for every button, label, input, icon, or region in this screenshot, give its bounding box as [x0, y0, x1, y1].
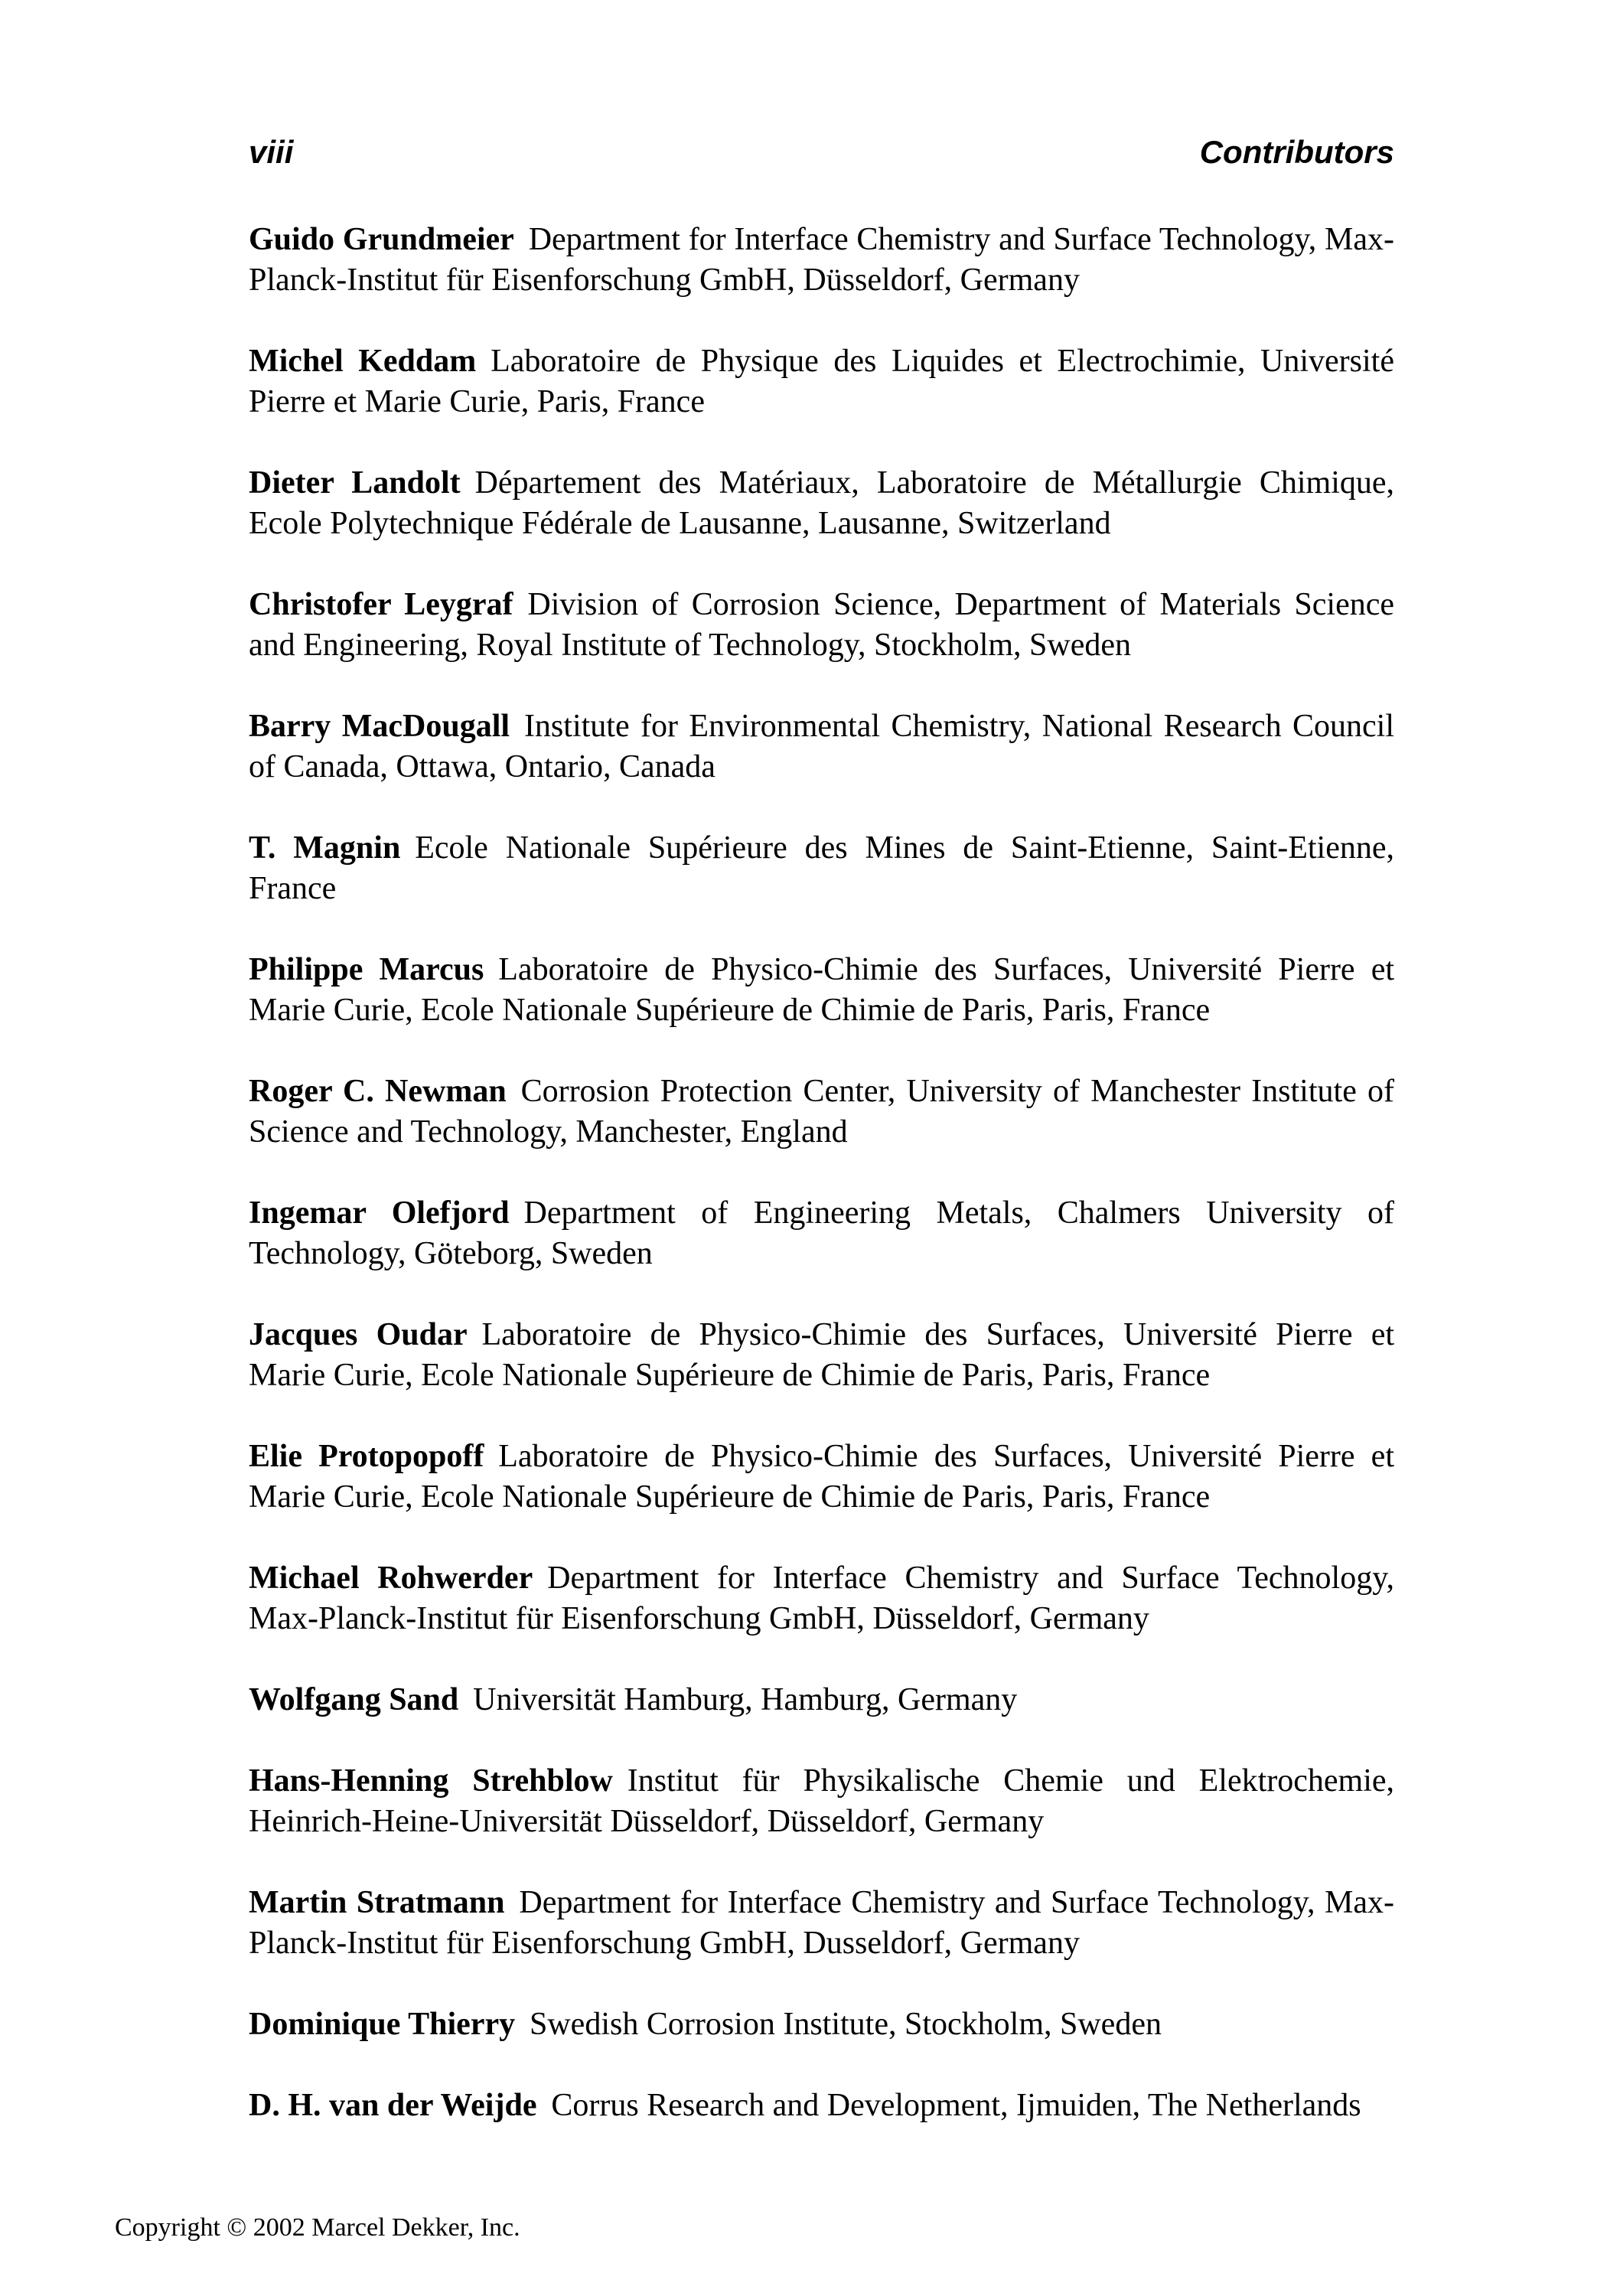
contributor-entry	[249, 1437, 1394, 1518]
contributor-affiliation: Department for Interface Chemistry and Surface Technology, Max-Planck-Institut für Eisenforschung GmbH, Dusseldorf, Germany	[249, 1885, 1394, 1961]
contributor-name: Jacques Oudar	[249, 1317, 468, 1352]
contributor-name: Michael Rohwerder	[249, 1561, 533, 1596]
contributor-name: Martin Stratmann	[249, 1885, 505, 1920]
contributor-entry	[249, 463, 1394, 544]
page-header	[249, 134, 1394, 180]
contributor-affiliation: Corrosion Protection Center, University of Manchester Institute of Science and Technology, Manchester, England	[249, 1074, 1394, 1150]
contributor-entry	[249, 220, 1394, 301]
contributor-entry	[249, 1315, 1394, 1396]
contributor-name: Dieter Landolt	[249, 465, 461, 501]
contributor-name: Roger C. Newman	[249, 1074, 507, 1109]
contributor-entry	[249, 1558, 1394, 1639]
contributor-name: Hans-Henning Strehblow	[249, 1763, 613, 1799]
contributor-entry	[249, 2086, 1394, 2126]
contributor-entry	[249, 828, 1394, 909]
contributor-affiliation: Ecole Nationale Supérieure des Mines de Saint-Etienne, Saint-Etienne, France	[249, 830, 1394, 906]
contributor-name: Barry MacDougall	[249, 709, 510, 744]
contributor-name: Philippe Marcus	[249, 952, 484, 987]
contributor-affiliation: Division of Corrosion Science, Department of Materials Science and Engineering, Royal Institute of Technology, Stockholm, Sweden	[249, 587, 1395, 663]
contributor-name: Wolfgang Sand	[249, 1682, 459, 1717]
contributor-entry	[249, 2004, 1394, 2045]
contributor-affiliation: Institut für Physikalische Chemie und Elektrochemie, Heinrich-Heine-Universität Düsseldorf, Düsseldorf, Germany	[249, 1763, 1394, 1839]
contributor-entry	[249, 950, 1394, 1031]
contributor-name: Christofer Leygraf	[249, 587, 513, 622]
contributor-affiliation: Swedish Corrosion Institute, Stockholm, Sweden	[529, 2007, 1162, 2042]
contributor-entry	[249, 1193, 1394, 1274]
contributor-entry	[249, 1071, 1394, 1153]
contributor-affiliation: Laboratoire de Physico-Chimie des Surfaces, Université Pierre et Marie Curie, Ecole Nationale Supérieure de Chimie de Paris, Paris, France	[249, 1317, 1395, 1393]
contributor-affiliation: Institute for Environmental Chemistry, National Research Council of Canada, Ottawa, Ontario, Canada	[249, 709, 1395, 784]
copyright-notice: Copyright © 2002 Marcel Dekker, Inc.	[115, 2213, 520, 2242]
contributor-name: Dominique Thierry	[249, 2007, 516, 2042]
contributor-entry	[249, 341, 1394, 422]
contributor-name: Michel Keddam	[249, 344, 477, 379]
contributor-affiliation: Universität Hamburg, Hamburg, Germany	[473, 1682, 1018, 1717]
contributor-affiliation: Laboratoire de Physico-Chimie des Surfaces, Université Pierre et Marie Curie, Ecole Nationale Supérieure de Chimie de Paris, Paris, France	[249, 952, 1395, 1028]
contributor-entry	[249, 1883, 1394, 1964]
running-title: Contributors	[1199, 134, 1394, 170]
contributor-name: Guido Grundmeier	[249, 222, 514, 257]
contributor-name: T. Magnin	[249, 830, 401, 866]
contributor-list	[249, 220, 1394, 2167]
contributor-entry	[249, 1761, 1394, 1842]
page-number: viii	[249, 134, 294, 170]
contributor-entry	[249, 585, 1394, 666]
contributor-affiliation: Département des Matériaux, Laboratoire de Métallurgie Chimique, Ecole Polytechnique Fédérale de Lausanne, Lausanne, Switzerland	[249, 465, 1395, 541]
contributor-affiliation: Department for Interface Chemistry and Surface Technology, Max-Planck-Institut für Eisenforschung GmbH, Düsseldorf, Germany	[249, 1561, 1394, 1636]
contributor-entry	[249, 1680, 1394, 1720]
contributor-entry	[249, 706, 1394, 788]
contributor-affiliation: Laboratoire de Physico-Chimie des Surfaces, Université Pierre et Marie Curie, Ecole Nationale Supérieure de Chimie de Paris, Paris, France	[249, 1439, 1394, 1515]
contributor-affiliation: Department of Engineering Metals, Chalmers University of Technology, Göteborg, Sweden	[249, 1195, 1394, 1271]
contributor-name: D. H. van der Weijde	[249, 2088, 537, 2123]
contributor-name: Elie Protopopoff	[249, 1439, 484, 1474]
contributor-name: Ingemar Olefjord	[249, 1195, 510, 1231]
contributor-affiliation: Corrus Research and Development, Ijmuiden, The Netherlands	[551, 2088, 1361, 2123]
contributor-affiliation: Department for Interface Chemistry and Surface Technology, Max-Planck-Institut für Eisenforschung GmbH, Düsseldorf, Germany	[249, 222, 1395, 298]
contributor-affiliation: Laboratoire de Physique des Liquides et Electrochimie, Université Pierre et Marie Curie, Paris, France	[249, 344, 1394, 419]
